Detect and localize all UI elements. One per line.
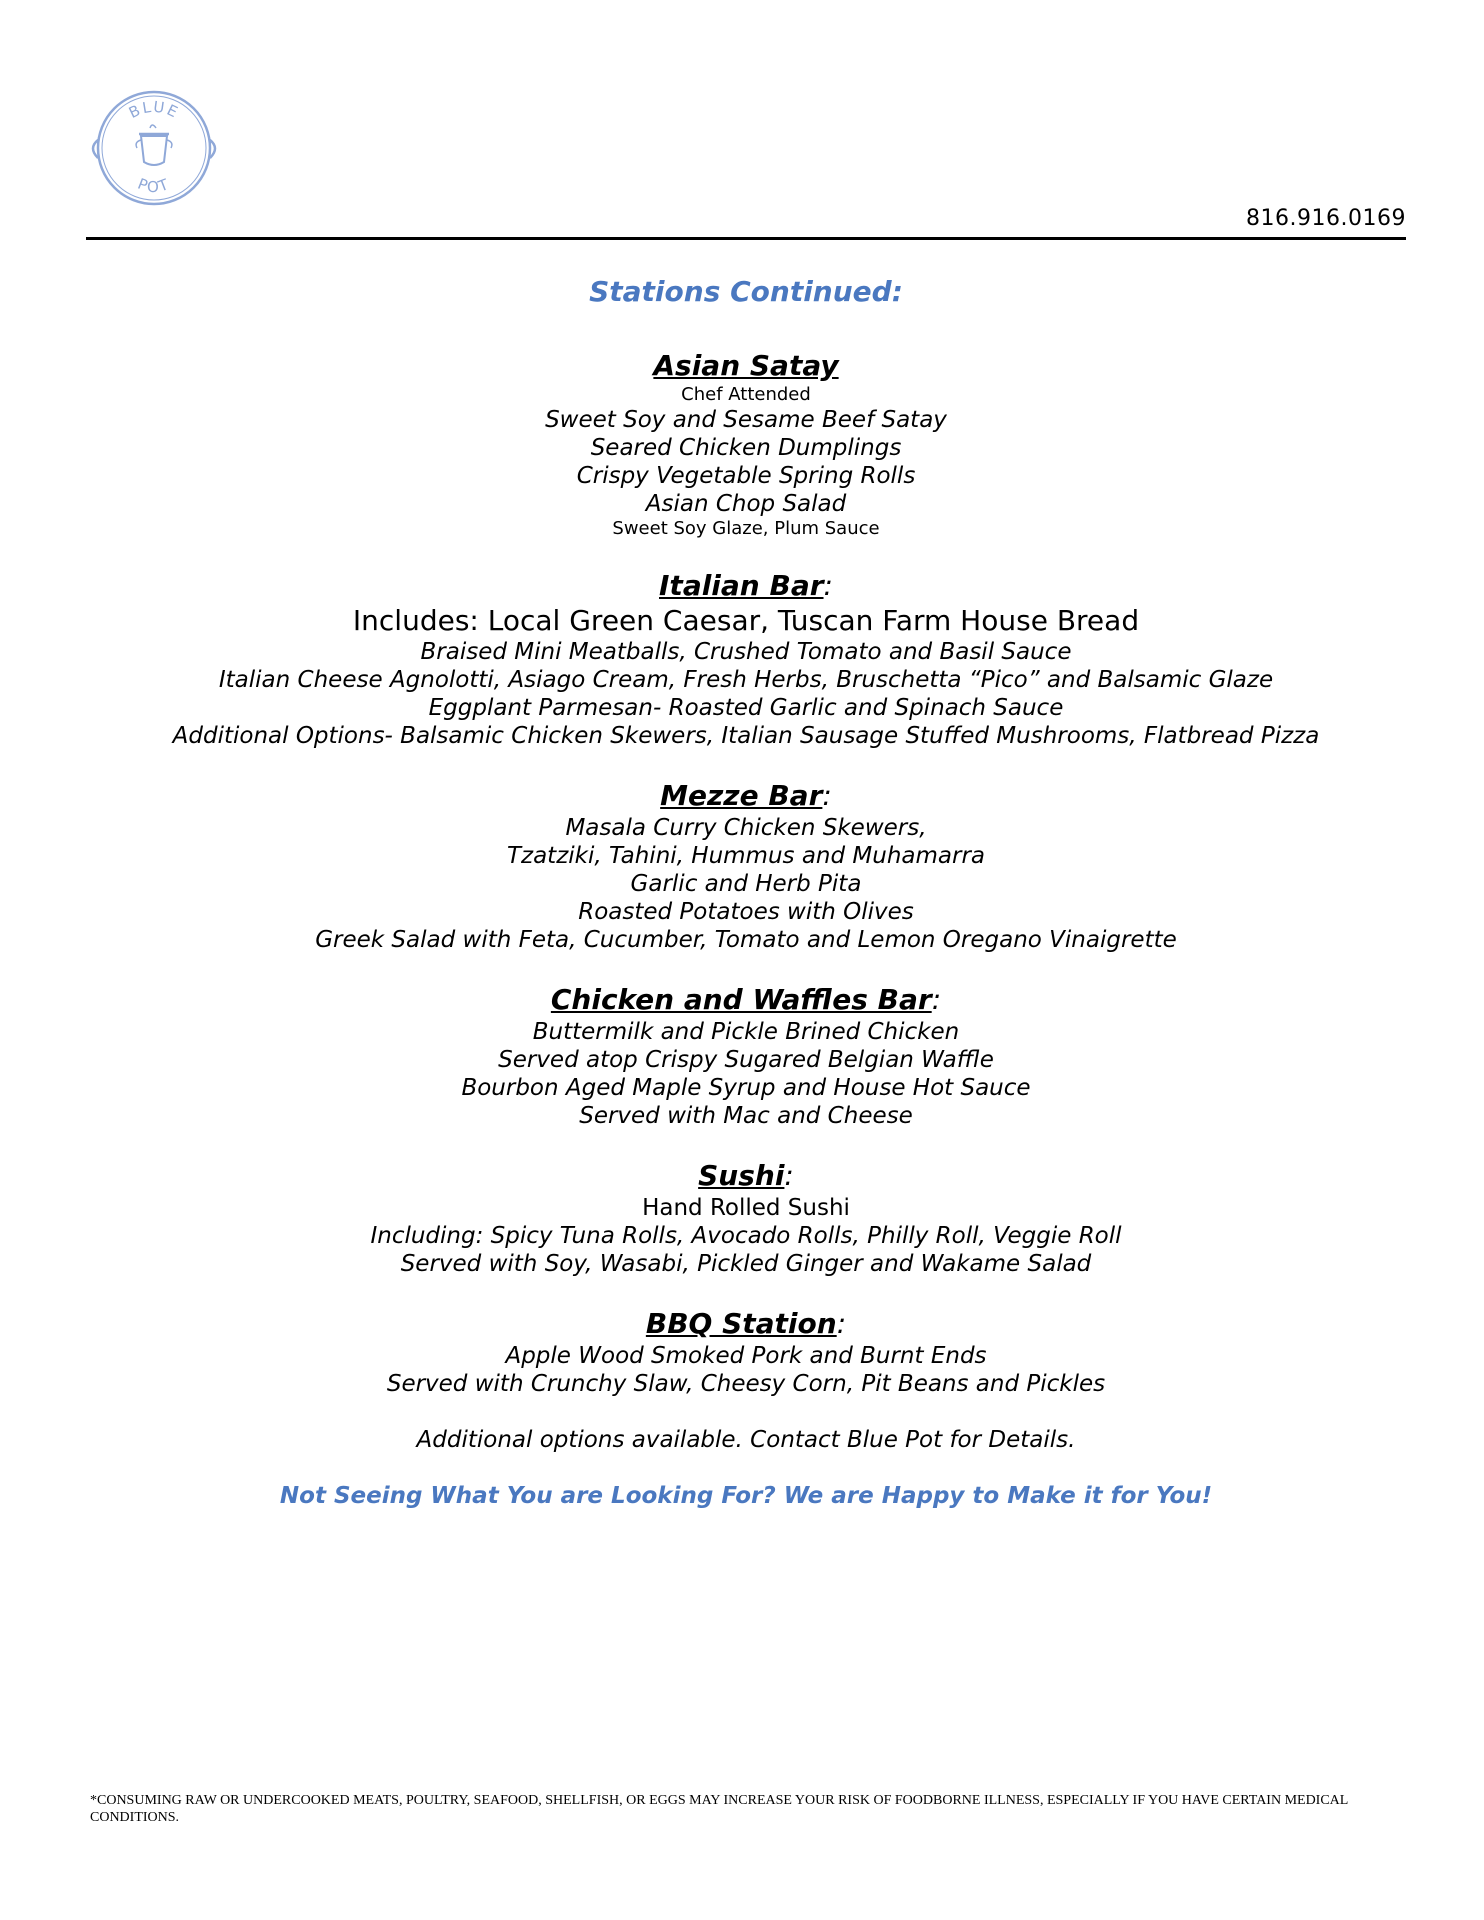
section-name: Mezze Bar (660, 779, 823, 812)
menu-item: Eggplant Parmesan- Roasted Garlic and Spinach Sauce (428, 695, 1064, 721)
phone-number: 816.916.0169 (1246, 206, 1406, 231)
menu-item: Italian Cheese Agnolotti, Asiago Cream, Fresh Herbs, Bruschetta “Pico” and Balsamic Glaze (218, 667, 1274, 693)
section-name: BBQ Station (645, 1307, 837, 1340)
menu-item: Additional Options- Balsamic Chicken Skewers, Italian Sausage Stuffed Mushrooms, Flatbread Pizza (172, 723, 1320, 749)
additional-options-note: Additional options available. Contact Blue Pot for Details. (416, 1427, 1076, 1453)
menu-item: Seared Chicken Dumplings (590, 435, 902, 461)
menu-item: Including: Spicy Tuna Rolls, Avocado Rolls, Philly Roll, Veggie Roll (370, 1223, 1122, 1249)
blue-pot-logo (86, 88, 222, 208)
menu-item: Sweet Soy and Sesame Beef Satay (545, 407, 947, 433)
food-safety-disclaimer: *CONSUMING RAW OR UNDERCOOKED MEATS, POULTRY, SEAFOOD, SHELLFISH, OR EGGS MAY INCREASE YOUR RISK OF FOODBORNE ILLNESS, ESPECIALLY IF YOU HAVE CERTAIN MEDICAL CONDITIONS. (90, 1793, 1348, 1825)
section-includes: Includes: Local Green Caesar, Tuscan Farm House Bread (352, 604, 1140, 637)
section-chicken-waffles-bar (86, 982, 1406, 1130)
section-title: Chicken and Waffles Bar: (550, 983, 942, 1016)
svg-text:BLUE (126, 98, 182, 122)
section-asian-satay (86, 348, 1406, 540)
section-note: Sweet Soy Glaze, Plum Sauce (612, 518, 880, 539)
menu-item: Crispy Vegetable Spring Rolls (576, 463, 916, 489)
section-italian-bar (86, 568, 1406, 750)
menu-item: Served atop Crispy Sugared Belgian Waffle (498, 1047, 994, 1073)
menu-item: Braised Mini Meatballs, Crushed Tomato and Basil Sauce (420, 639, 1072, 665)
section-title: BBQ Station: (645, 1307, 847, 1340)
section-sushi (86, 1158, 1406, 1278)
page-title: Stations Continued: (589, 275, 903, 308)
logo-text-top: BLUE (125, 97, 183, 123)
menu-item: Garlic and Herb Pita (630, 871, 862, 897)
section-name: Asian Satay (653, 349, 839, 382)
menu-item: Tzatziki, Tahini, Hummus and Muhamarra (506, 843, 986, 869)
menu-item: Bourbon Aged Maple Syrup and House Hot Sauce (461, 1075, 1031, 1101)
section-bbq-station (86, 1306, 1406, 1398)
section-title: Sushi: (698, 1159, 794, 1192)
menu-item: Served with Soy, Wasabi, Pickled Ginger and Wakame Salad (400, 1251, 1092, 1277)
section-name: Chicken and Waffles Bar (550, 983, 932, 1016)
section-name: Sushi (698, 1159, 785, 1192)
menu-content (86, 270, 1406, 1510)
menu-item: Apple Wood Smoked Pork and Burnt Ends (505, 1343, 987, 1369)
menu-item: Asian Chop Salad (645, 491, 847, 517)
svg-text:POT (135, 175, 173, 196)
menu-item: Served with Crunchy Slaw, Cheesy Corn, Pit Beans and Pickles (386, 1371, 1106, 1397)
section-subtitle: Hand Rolled Sushi (642, 1195, 850, 1221)
menu-item: Roasted Potatoes with Olives (578, 899, 914, 925)
section-subtitle: Chef Attended (681, 384, 811, 405)
section-title: Mezze Bar: (660, 779, 832, 812)
section-title: Italian Bar: (659, 569, 833, 602)
menu-item: Masala Curry Chicken Skewers, (565, 815, 927, 841)
closing-message: Not Seeing What You are Looking For? We are Happy to Make it for You! (279, 1483, 1213, 1509)
menu-item: Buttermilk and Pickle Brined Chicken (532, 1019, 960, 1045)
section-name: Italian Bar (659, 569, 824, 602)
section-title (86, 348, 1406, 384)
logo-text-bottom: POT (135, 174, 173, 197)
menu-item: Served with Mac and Cheese (579, 1103, 913, 1129)
section-mezze-bar (86, 778, 1406, 954)
menu-item: Greek Salad with Feta, Cucumber, Tomato and Lemon Oregano Vinaigrette (315, 927, 1177, 953)
header-divider (86, 237, 1406, 240)
